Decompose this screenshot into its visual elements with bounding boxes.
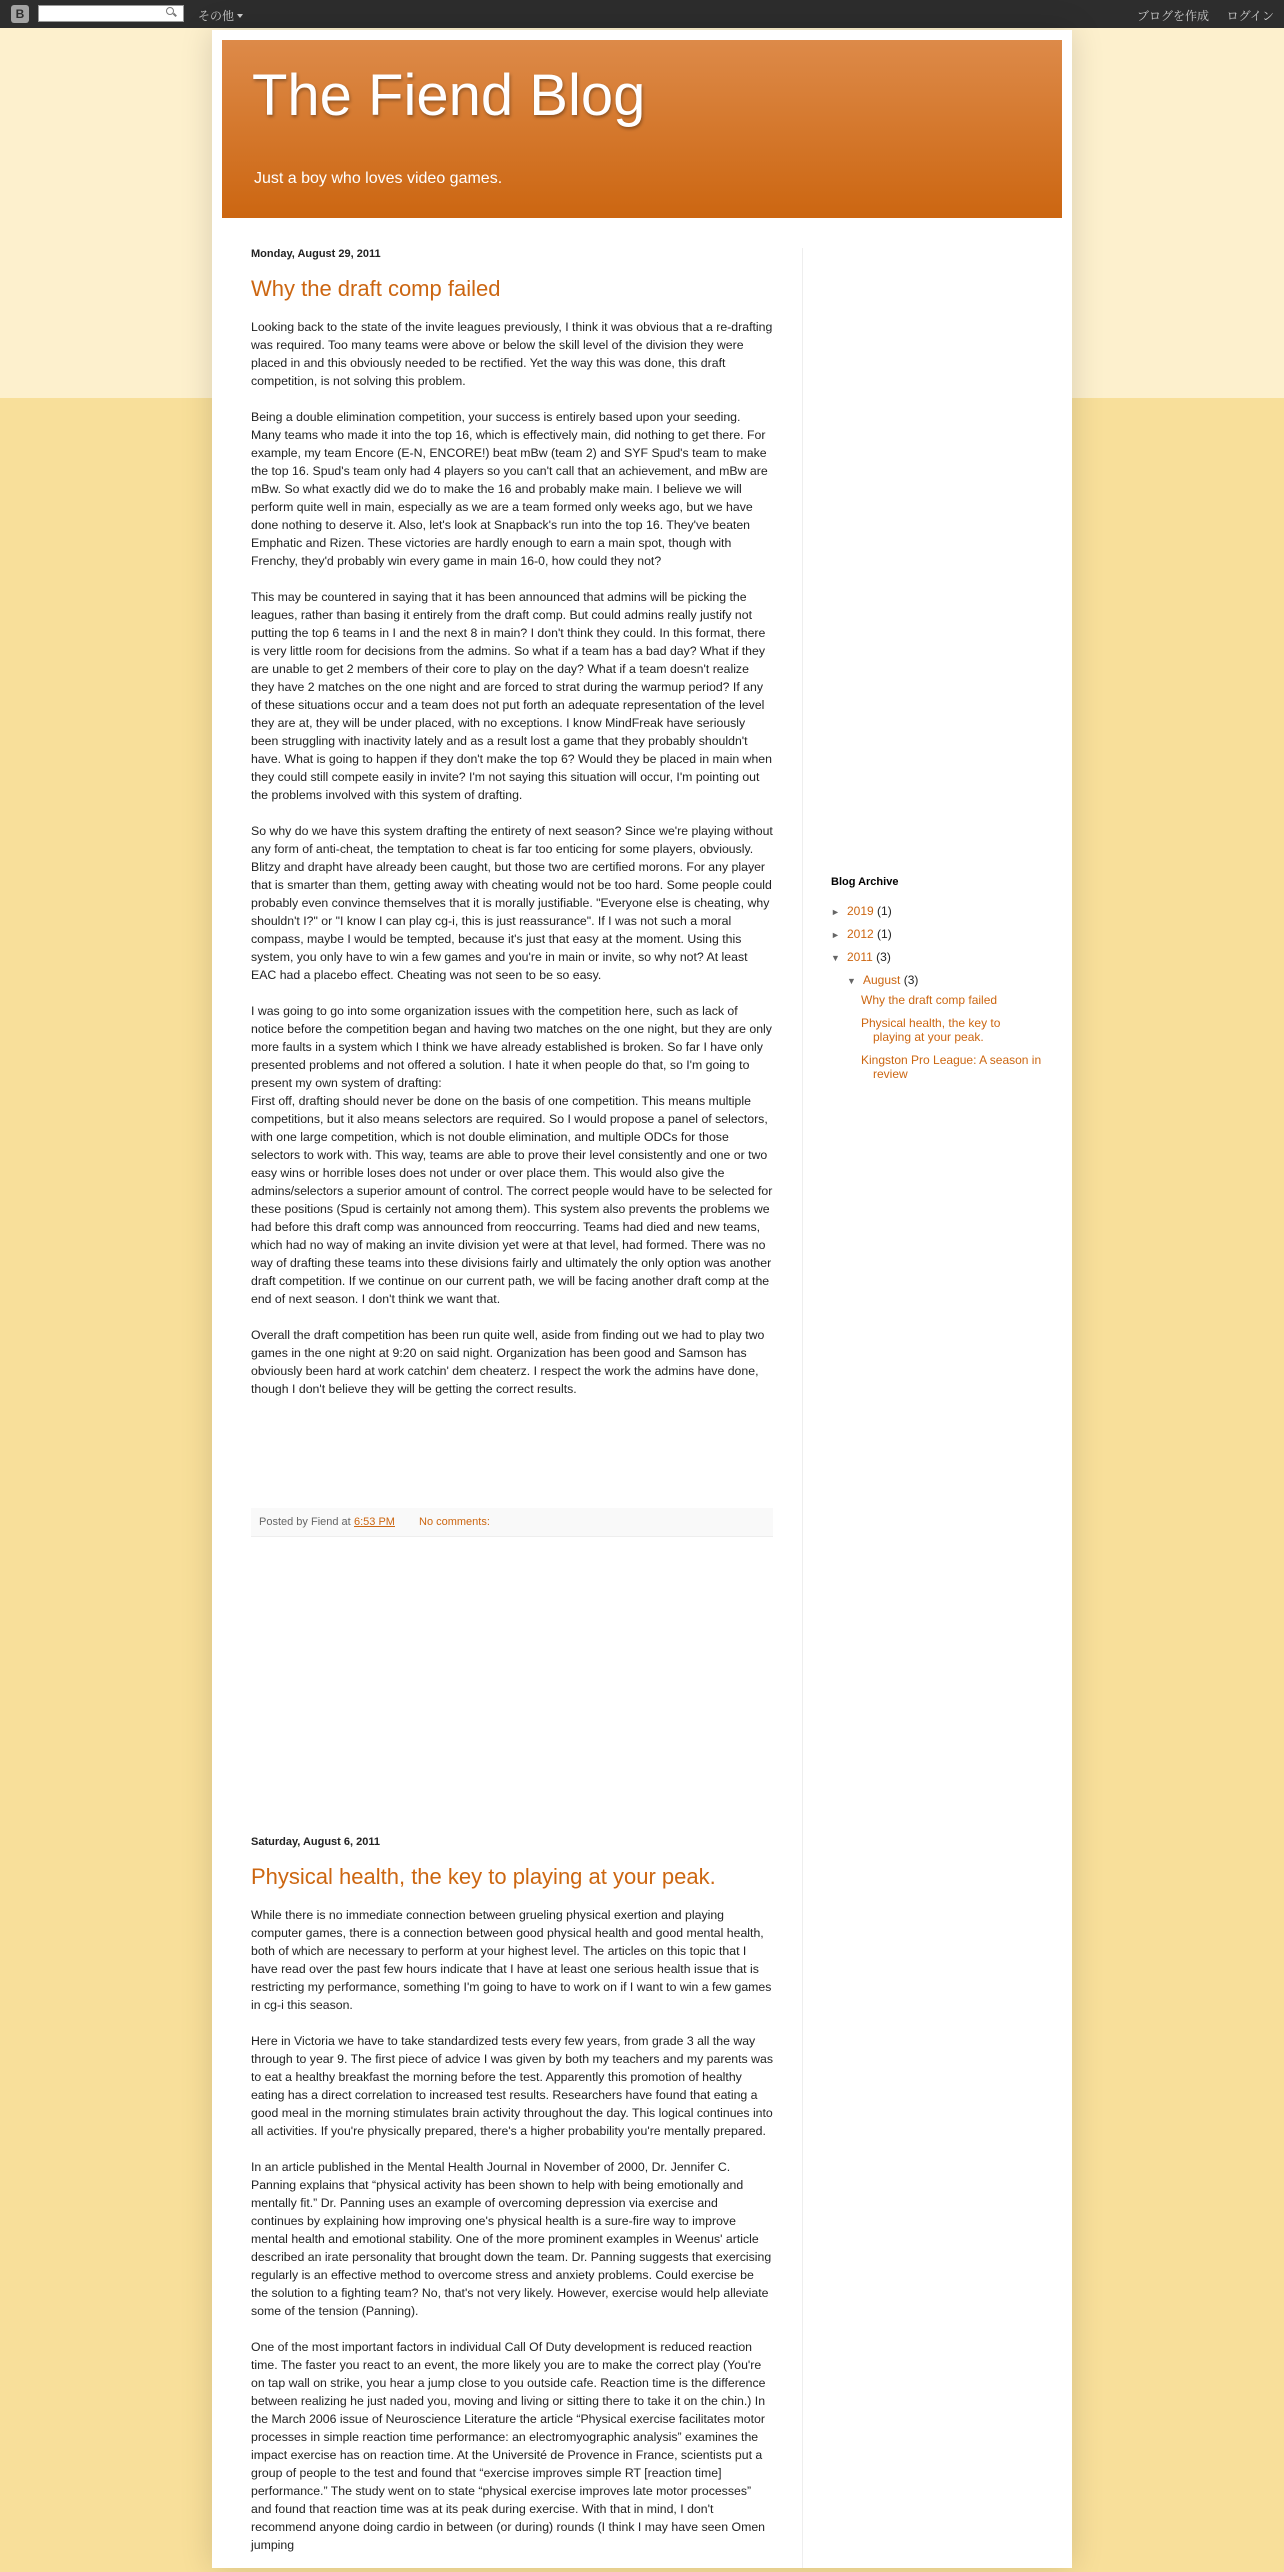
archive-post-link[interactable]: Physical health, the key to playing at your peak. (861, 1016, 1001, 1044)
archive-year-link[interactable]: 2019 (847, 904, 874, 918)
post-title[interactable]: Physical health, the key to playing at your peak. (251, 1864, 716, 1889)
post-date-header: Monday, August 29, 2011 (251, 248, 381, 260)
post-paragraph: Being a double elimination competition, your success is entirely based upon your seeding. Many teams who made it into the top 16, which is effectively main, did nothing to get there. For example, my team Encore (E-N, ENCORE!) beat mBw (team 2) and SYF Spud's team to make the top 16. Spud's team only had 4 players so you can't call that an achievement, and mBw are mBw. So what exactly did we do to make the 16 and probably make main. I believe we will perform quite well in main, especially as we are a team formed only weeks ago, but we have done nothing to deserve it. Also, let's look at Snapback's run into the top 16. They've beaten Emphatic and Rizen. These victories are hardly enough to earn a main spot, though with Frenchy, they'd probably win every game in main 16-0, how could they not? (251, 410, 768, 568)
post-paragraph: In an article published in the Mental Health Journal in November of 2000, Dr. Jennifer C. Panning explains that “physical activity has been shown to help with being emotionally and mentally fit.” Dr. Panning uses an example of overcoming depression via exercise and continues by explaining how improving one's physical health is a sure-fire way to improve mental health and emotional stability. One of the more prominent examples in Weenus' article described an irate personality that brought down the team. Dr. Panning suggests that exercising regularly is an effective method to overcome stress and anxiety problems. Could exercise be the solution to a fighting team? No, that's not very likely. However, exercise would help alleviate some of the tension (Panning). (251, 2160, 772, 2318)
post-body (251, 318, 773, 1416)
archive-count: (1) (877, 927, 892, 941)
blog-header (222, 40, 1062, 218)
archive-year-2019[interactable] (831, 904, 1041, 927)
post-paragraph: Overall the draft competition has been run quite well, aside from finding out we had to play two games in the one night at 9:20 on said night. Organization has been good and Samson has obviously been hard at work catchin' dem cheaterz. I respect the work the admins have done, though I don't believe they will be getting the correct results. (251, 1328, 765, 1396)
archive-count: (3) (876, 950, 891, 964)
search-icon[interactable] (166, 7, 174, 15)
post-date-header: Saturday, August 6, 2011 (251, 1836, 380, 1848)
archive-month-link[interactable]: August (863, 973, 901, 987)
navbar-more-menu[interactable] (198, 7, 243, 24)
expand-arrow-icon[interactable]: ► (831, 930, 840, 940)
blogger-logo-icon[interactable]: B (11, 5, 29, 23)
archive-post-link[interactable]: Why the draft comp failed (861, 993, 998, 1007)
archive-month-august[interactable] (831, 973, 1041, 993)
archive-year-2012[interactable] (831, 927, 1041, 950)
post-paragraph: While there is no immediate connection between grueling physical exertion and playing computer games, there is a connection between good physical health and good mental health, both of which are necessary to perform at your highest level. The articles on this topic that I have read over the past few hours indicate that I have at least one serious health issue that is restricting my performance, something I'm going to have to work on if I want to win a few games in cg-i this season. (251, 1908, 772, 2012)
post-title[interactable]: Why the draft comp failed (251, 276, 501, 301)
post-comments-link[interactable]: No comments: (419, 1516, 490, 1528)
archive-count: (3) (903, 973, 919, 987)
post-paragraph: This may be countered in saying that it has been announced that admins will be picking the leagues, rather than basing it entirely from the draft comp. But could admins really justify not putting the top 6 teams in I and the next 8 in main? I don't think they could. In this format, there is very little room for decisions from the admins. So what if a team has a bad day? What if they are unable to get 2 members of their core to play on the day? What if a team doesn't realize they have 2 matches on the one night and are forced to strat during the warmup period? If any of these situations occur and a team does not put forth an adequate representation of the level they are at, they will be under placed, with no exceptions. I know MindFreak have seriously been struggling with inactivity lately and as a result lost a game that they probably shouldn't have. What is going to happen if they don't make the top 6? Would they be placed in main when they could still compete easily in invite? I'm not saying this situation will occur, I'm pointing out the problems involved with this system of drafting. (251, 590, 772, 802)
archive-count: (1) (877, 904, 892, 918)
post-timestamp-link[interactable]: 6:53 PM (354, 1516, 395, 1528)
post-author: Posted by Fiend at (259, 1516, 351, 1528)
sidebar-divider (802, 248, 803, 2568)
navbar-more-label: その他 (198, 9, 235, 23)
create-blog-link[interactable]: ブログを作成 (1136, 9, 1209, 23)
blog-description: Just a boy who loves video games. (254, 170, 503, 187)
chevron-down-icon (237, 14, 243, 18)
post-paragraph: Here in Victoria we have to take standardized tests every few years, from grade 3 all the way through to year 9. The first piece of advice I was given by both my teachers and my parents was to eat a healthy breakfast the morning before the test. Apparently this promotion of healthy eating has a direct correlation to increased test results. Researchers have found that eating a good meal in the morning stimulates brain activity throughout the day. This logical continues into all activities. If you're physically prepared, there's a higher probability you're mentally prepared. (251, 2034, 773, 2138)
post-paragraph: Looking back to the state of the invite leagues previously, I think it was obvious that a re-drafting was required. Too many teams were above or below the skill level of the division they were placed in and this obviously needed to be rectified. Yet the way this was done, this draft competition, is not solving this problem. (251, 320, 773, 388)
navbar-search-input[interactable] (38, 5, 184, 22)
archive-year-2011[interactable] (831, 950, 1041, 973)
archive-post-list (831, 993, 1041, 1081)
post-paragraph: One of the most important factors in individual Call Of Duty development is reduced reaction time. The faster you react to an event, the more likely you are to make the correct play (You're on tap wall on strike, you hear a jump close to you outside cafe. Reaction time is the difference between realizing he just naded you, moving and living or sitting there to take it on the chin.) In the March 2006 issue of Neuroscience Literature the article “Physical exercise facilitates motor processes in simple reaction time performance: an electromyographic analysis” examines the impact exercise has on reaction time. At the Université de Provence in France, scientists put a group of people to the test and found that “exercise improves simple RT [reaction time] performance.” The study went on to state “physical exercise improves late motor processes” and found that reaction time was at its peak during exercise. With that in mind, I don't recommend anyone doing cardio in between (or during) rounds (I think I may have seen Omen jumping (251, 2340, 766, 2552)
blog-title[interactable]: The Fiend Blog (252, 63, 646, 128)
collapse-arrow-icon[interactable]: ▼ (831, 953, 840, 963)
expand-arrow-icon[interactable]: ► (831, 907, 840, 917)
post-paragraph: So why do we have this system drafting the entirety of next season? Since we're playing without any form of anti-cheat, the temptation to cheat is far too enticing for some players, obviously. Blitzy and drapht have already been caught, but those two are certified morons. For any player that is smarter than them, getting away with cheating would not be too hard. Some people could probably even convince themselves that it is morally justifiable. "Everyone else is cheating, why shouldn't I?" or "I know I can play cg-i, this is just reassurance". If I was not such a moral compass, maybe I would be tempted, because it's just that easy at the moment. Using this system, you only have to win a few games and you're in main or invite, so why not? At least EAC had a placebo effect. Cheating was not seen to be so easy. (251, 824, 773, 982)
blog-archive-title: Blog Archive (831, 876, 899, 888)
post-footer (251, 1508, 773, 1537)
post-body (251, 1906, 773, 2572)
post-paragraph: I was going to go into some organization issues with the competition here, such as lack of notice before the competition began and having two matches on the one night, but they are only more faults in a system which I think we have already established is broken. So far I have only presented problems and not offered a solution. I hate it when people do that, so I'm going to present my own system of drafting: First off, drafting should never be done on the basis of one competition. This means multiple competitions, but it also means selectors are required. So I would propose a panel of selectors, with one large competition, which is not double elimination, and multiple ODCs for those selectors to work with. This way, teams are able to prove their level consistently and one or two easy wins or horrible loses does not under or over place them. This would also give the admins/selectors a superior amount of control. The correct people would have to be selected for these positions (Spud is certainly not among them). This system also prevents the problems we had before this draft comp was announced from reoccurring. Teams had died and new teams, which had no way of making an invite division yet were at that level, had formed. There was no way of drafting these teams into these divisions fairly and ultimately the only option was another draft competition. If we continue on our current path, we will be facing another draft comp at the end of next season. I don't think we want that. (251, 1004, 773, 1306)
archive-year-link[interactable]: 2012 (847, 927, 874, 941)
archive-post-link[interactable]: Kingston Pro League: A season in review (861, 1053, 1042, 1081)
collapse-arrow-icon[interactable]: ▼ (847, 976, 856, 986)
sidebar (831, 876, 1041, 1090)
login-link[interactable]: ログイン (1226, 9, 1274, 23)
blogger-navbar (0, 0, 1284, 28)
archive-year-link[interactable]: 2011 (847, 950, 873, 964)
